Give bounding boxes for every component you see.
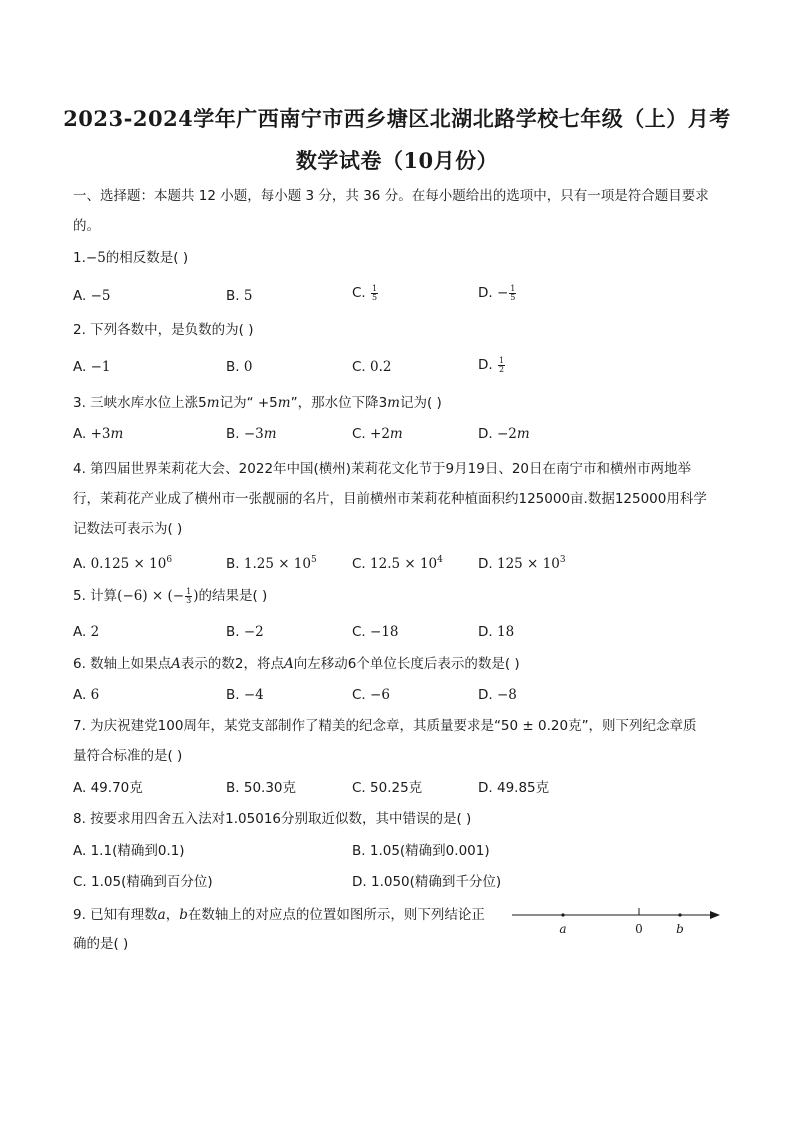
- question-stem: 的结果是( ): [198, 588, 268, 604]
- q3-option-c[interactable]: [352, 425, 403, 443]
- q8-option-a[interactable]: [73, 842, 185, 860]
- option-letter: B.: [226, 556, 240, 572]
- q1-option-b[interactable]: [226, 287, 252, 305]
- option-value: 125 × 10: [496, 556, 560, 572]
- denominator: 3: [186, 595, 192, 605]
- option-letter: B.: [226, 288, 240, 304]
- unit-symbol: m: [110, 426, 124, 442]
- q5-option-c[interactable]: [352, 623, 399, 641]
- exponent: 4: [437, 555, 443, 565]
- q2-option-b[interactable]: [226, 358, 252, 376]
- exam-title-line1: 2023-2024学年广西南宁市西乡塘区北湖北路学校七年级（上）月考: [63, 106, 731, 131]
- question-stem: 9. 已知有理数: [73, 907, 158, 923]
- unit-symbol: m: [206, 395, 220, 411]
- q6-option-c[interactable]: [352, 686, 390, 704]
- q8-option-d[interactable]: [352, 873, 501, 891]
- unit-symbol: m: [389, 426, 403, 442]
- denominator: 5: [372, 292, 378, 302]
- option-letter: A.: [73, 556, 87, 572]
- question-1: [73, 249, 733, 267]
- math-expression: (−6) × (−: [117, 588, 185, 604]
- option-value: 5: [243, 288, 253, 304]
- option-letter: A.: [73, 843, 87, 859]
- option-letter: A.: [73, 288, 87, 304]
- q4-option-b[interactable]: [226, 551, 317, 573]
- option-letter: D.: [478, 624, 493, 640]
- option-value: 0.2: [370, 359, 392, 375]
- q6-option-b[interactable]: [226, 686, 264, 704]
- option-value: 1.050(精确到千分位): [370, 874, 502, 890]
- question-stem: ，: [165, 907, 180, 923]
- q3-option-b[interactable]: [226, 425, 277, 443]
- q3-option-d[interactable]: [478, 425, 530, 443]
- q3-option-a[interactable]: [73, 425, 123, 443]
- q1-option-a[interactable]: [73, 287, 111, 305]
- option-value: +3: [90, 426, 111, 442]
- q5-option-b[interactable]: [226, 623, 264, 641]
- fraction: [509, 285, 516, 302]
- exponent: 6: [166, 555, 173, 565]
- option-letter: B.: [226, 780, 240, 796]
- option-letter: C.: [352, 426, 366, 442]
- q8-option-b[interactable]: [352, 842, 490, 860]
- option-letter: B.: [226, 359, 240, 375]
- option-letter: A.: [73, 359, 87, 375]
- fraction: [371, 285, 378, 302]
- question-4-line2: 行，茉莉花产业成了横州市一张靓丽的名片，目前横州市茉莉花种植面积约125000亩.数据125000用科学: [73, 491, 707, 507]
- option-value: 50.25克: [370, 780, 423, 796]
- option-value: 12.5 × 10: [370, 556, 438, 572]
- option-letter: B.: [226, 687, 240, 703]
- q4-option-a[interactable]: [73, 551, 172, 573]
- q4-option-d[interactable]: [478, 551, 566, 573]
- option-value: 1.05(精确到0.001): [369, 843, 490, 859]
- section-instructions-cont: 的。: [73, 218, 100, 234]
- question-stem: 6. 数轴上如果点: [73, 656, 172, 672]
- option-value: 1.05(精确到百分位): [91, 874, 213, 890]
- option-letter: D.: [478, 357, 493, 373]
- unit-symbol: m: [263, 426, 277, 442]
- exponent: 3: [559, 555, 566, 565]
- question-3: [73, 394, 733, 412]
- option-value: 2: [90, 624, 100, 640]
- question-9-line1: [73, 906, 503, 924]
- label-b: b: [676, 922, 684, 936]
- option-letter: B.: [352, 843, 366, 859]
- option-value: +2: [370, 426, 390, 442]
- unit-symbol: m: [516, 426, 530, 442]
- option-letter: D.: [478, 426, 493, 442]
- number-line-figure: [508, 902, 728, 942]
- q7-option-d[interactable]: [478, 779, 549, 797]
- q6-option-d[interactable]: [478, 686, 517, 704]
- point-a: [561, 913, 564, 916]
- q7-option-a[interactable]: [73, 779, 143, 797]
- q7-option-b[interactable]: [226, 779, 296, 797]
- option-value: −18: [370, 624, 399, 640]
- option-letter: A.: [73, 687, 87, 703]
- arrowhead-icon: [710, 911, 720, 919]
- option-value: −8: [496, 687, 517, 703]
- question-2: 2. 下列各数中，是负数的为( ): [73, 322, 254, 338]
- q1-option-d[interactable]: [478, 284, 517, 302]
- question-5: [73, 587, 733, 605]
- unit-symbol: m: [387, 395, 400, 411]
- section-instructions: 一、选择题：本题共 12 小题，每小题 3 分，共 36 分。在每小题给出的选项中，只有一项是符合题目要求: [73, 188, 709, 204]
- question-number: 1.: [73, 250, 86, 266]
- question-stem: 记为“ +5: [219, 395, 278, 411]
- option-letter: C.: [352, 359, 366, 375]
- question-9-line2: 确的是( ): [73, 936, 129, 952]
- option-value: −2: [496, 426, 517, 442]
- exponent: 5: [311, 555, 317, 565]
- option-value: 49.70克: [90, 780, 143, 796]
- option-letter: A.: [73, 426, 87, 442]
- minus-sign: −: [496, 285, 509, 301]
- option-letter: C.: [73, 874, 87, 890]
- question-stem: 在数轴上的对应点的位置如图所示，则下列结论正: [187, 907, 485, 923]
- option-letter: B.: [226, 624, 240, 640]
- option-value: 0: [243, 359, 253, 375]
- numerator: 1: [498, 355, 505, 365]
- question-7-line1: 7. 为庆祝建党100周年，某党支部制作了精美的纪念章，其质量要求是“50 ± 0.20克”，则下列纪念章质: [73, 718, 697, 734]
- numerator: 1: [372, 283, 378, 293]
- option-letter: C.: [352, 556, 366, 572]
- point-label: A: [284, 656, 294, 672]
- option-value: 0.125 × 10: [90, 556, 167, 572]
- option-value: −4: [243, 687, 264, 703]
- question-8: 8. 按要求用四舍五入法对1.05016分别取近似数，其中错误的是( ): [73, 811, 472, 827]
- option-value: −2: [243, 624, 264, 640]
- option-letter: D.: [478, 556, 493, 572]
- question-stem: 的相反数是( ): [105, 250, 189, 266]
- option-value: 50.30克: [243, 780, 297, 796]
- question-6: [73, 655, 733, 673]
- q4-option-c[interactable]: [352, 551, 443, 573]
- option-value: 1.25 × 10: [243, 556, 311, 572]
- label-zero: 0: [635, 922, 643, 936]
- option-letter: D.: [478, 285, 493, 301]
- option-letter: A.: [73, 624, 87, 640]
- denominator: 5: [510, 292, 516, 302]
- option-value: 6: [90, 687, 100, 703]
- variable: b: [179, 907, 188, 923]
- question-stem: 向左移动6个单位长度后表示的数是( ): [293, 656, 520, 672]
- q5-option-a[interactable]: [73, 623, 99, 641]
- option-letter: C.: [352, 780, 366, 796]
- math-expression: ): [193, 588, 199, 604]
- numerator: 1: [186, 586, 192, 596]
- q5-option-d[interactable]: [478, 623, 514, 641]
- option-value: 49.85克: [496, 780, 550, 796]
- fraction: [185, 588, 192, 605]
- q8-option-c[interactable]: [73, 873, 213, 891]
- option-value: −1: [90, 359, 111, 375]
- unit-symbol: m: [277, 395, 291, 411]
- q2-option-c[interactable]: [352, 358, 392, 376]
- question-7-line2: 量符合标准的是( ): [73, 748, 183, 764]
- q7-option-c[interactable]: [352, 779, 422, 797]
- question-4-line1: 4. 第四届世界茉莉花大会、2022年中国(横州)茉莉花文化节于9月19日、20日在南宁市和横州市两地举: [73, 461, 692, 477]
- fraction: [498, 357, 505, 374]
- q1-option-c[interactable]: [352, 284, 379, 302]
- label-a: a: [559, 922, 567, 936]
- option-value: 1.1(精确到0.1): [90, 843, 185, 859]
- option-letter: D.: [478, 780, 493, 796]
- question-stem: 5. 计算: [73, 588, 118, 604]
- option-value: −6: [370, 687, 390, 703]
- q6-option-a[interactable]: [73, 686, 99, 704]
- option-letter: C.: [352, 624, 366, 640]
- option-letter: A.: [73, 780, 87, 796]
- option-value: −3: [243, 426, 264, 442]
- question-stem: 3. 三峡水库水位上涨5: [73, 395, 207, 411]
- option-letter: D.: [352, 874, 367, 890]
- point-label: A: [171, 656, 181, 672]
- question-stem: 表示的数2，将点: [180, 656, 285, 672]
- point-b: [678, 913, 681, 916]
- option-value: 18: [496, 624, 515, 640]
- question-stem: ”，那水位下降3: [290, 395, 388, 411]
- question-stem: 记为( ): [399, 395, 442, 411]
- variable: a: [157, 907, 166, 923]
- numerator: 1: [510, 283, 516, 293]
- denominator: 2: [498, 364, 505, 374]
- option-value: −5: [90, 288, 111, 304]
- exam-title-line2: 数学试卷（10月份）: [295, 148, 499, 173]
- question-4-line3: 记数法可表示为( ): [73, 521, 183, 537]
- q2-option-d[interactable]: [478, 356, 506, 374]
- option-letter: C.: [352, 285, 366, 301]
- option-letter: C.: [352, 687, 366, 703]
- option-letter: D.: [478, 687, 493, 703]
- q2-option-a[interactable]: [73, 358, 111, 376]
- option-letter: B.: [226, 426, 240, 442]
- math-value: −5: [85, 250, 106, 266]
